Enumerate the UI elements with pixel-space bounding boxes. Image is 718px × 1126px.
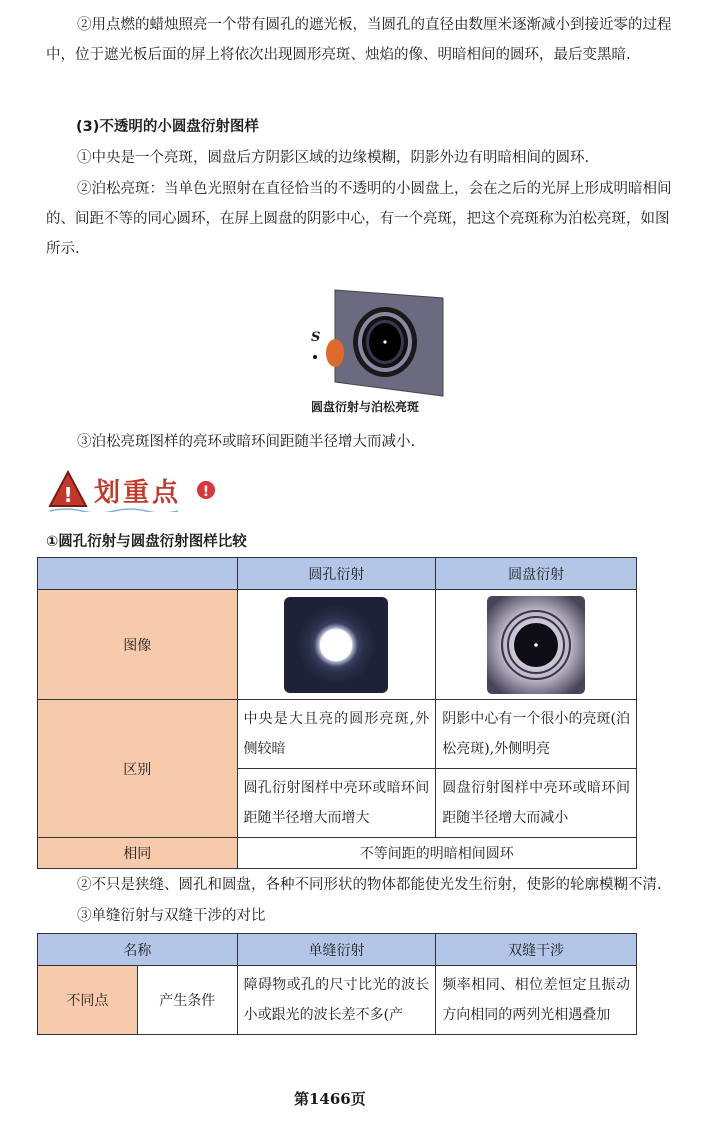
header-blank <box>38 558 238 590</box>
compare-2-title: ③单缝衍射与双缝干涉的对比 <box>77 908 266 924</box>
poisson-spot-figure <box>305 284 455 420</box>
difference-hole-1: 中央是大且亮的圆形亮斑,外侧较暗 <box>237 700 436 769</box>
section-3-title: (3)不透明的小圆盘衍射图样 <box>76 119 259 135</box>
point-3: ③泊松亮斑图样的亮环或暗环间距随半径增大而减小. <box>77 434 416 450</box>
figure-caption: 圆盘衍射与泊松亮斑 <box>311 400 420 414</box>
poisson-spot <box>383 340 386 343</box>
svg-text:!: ! <box>63 483 73 507</box>
row-label-differences: 不同点 <box>38 966 138 1035</box>
svg-text:!: ! <box>202 484 210 500</box>
difference-hole-2: 圆孔衍射图样中亮环或暗环间距随半径增大而增大 <box>237 769 436 838</box>
paragraph-circle-hole: ②用点燃的蜡烛照亮一个带有圆孔的遮光板，当圆孔的直径由数厘米逐渐减小到接近零的过程中，位于遮光板后面的屏上将依次出现圆形亮斑、烛焰的像、明暗相间的圆环，最后变黑暗. <box>46 17 672 63</box>
source-label: S <box>311 330 321 345</box>
header-hole: 圆孔衍射 <box>237 558 436 590</box>
header-double-slit: 双缝干涉 <box>436 934 637 966</box>
difference-disk-2: 圆盘衍射图样中亮环或暗环间距随半径增大而减小 <box>436 769 637 838</box>
header-disk: 圆盘衍射 <box>436 558 637 590</box>
comparison-table-1 <box>37 557 637 869</box>
compare-title: ①圆孔衍射与圆盘衍射图样比较 <box>46 534 247 550</box>
header-single-slit: 单缝衍射 <box>237 934 436 966</box>
row-label-image: 图像 <box>38 590 238 700</box>
point-2: ②泊松亮斑：当单色光照射在直径恰当的不透明的小圆盘上，会在之后的光屏上形成明暗相间的、间距不等的同心圆环，在屏上圆盘的阴影中心，有一个亮斑，把这个亮斑称为泊松亮斑，如图所示. <box>46 181 672 257</box>
row-label-difference: 区别 <box>38 700 238 838</box>
difference-disk-1: 阴影中心有一个很小的亮斑(泊松亮斑),外侧明亮 <box>436 700 637 769</box>
row-label-same: 相同 <box>38 838 238 869</box>
hole-diffraction-image <box>237 590 436 700</box>
point-shapes: ②不只是狭缝、圆孔和圆盘，各种不同形状的物体都能使光发生衍射，使影的轮廓模糊不清. <box>77 877 662 893</box>
similarity-text: 不等间距的明暗相间圆环 <box>237 838 637 869</box>
row-label-condition: 产生条件 <box>137 966 237 1035</box>
point-1: ①中央是一个亮斑，圆盘后方阴影区域的边缘模糊，阴影外边有明暗相间的圆环. <box>77 150 590 166</box>
single-slit-condition: 障碍物或孔的尺寸比光的波长小或跟光的波长差不多(产 <box>237 966 436 1035</box>
header-name: 名称 <box>38 934 238 966</box>
comparison-table-2 <box>37 933 637 1035</box>
double-slit-condition: 频率相同、相位差恒定且振动方向相同的两列光相遇叠加 <box>436 966 637 1035</box>
banner-title: 划重点 <box>94 478 182 508</box>
light-source-point <box>313 355 317 359</box>
page-number: 第1466页 <box>294 1090 366 1108</box>
key-points-banner <box>46 466 236 512</box>
disk-diffraction-image <box>436 590 637 700</box>
